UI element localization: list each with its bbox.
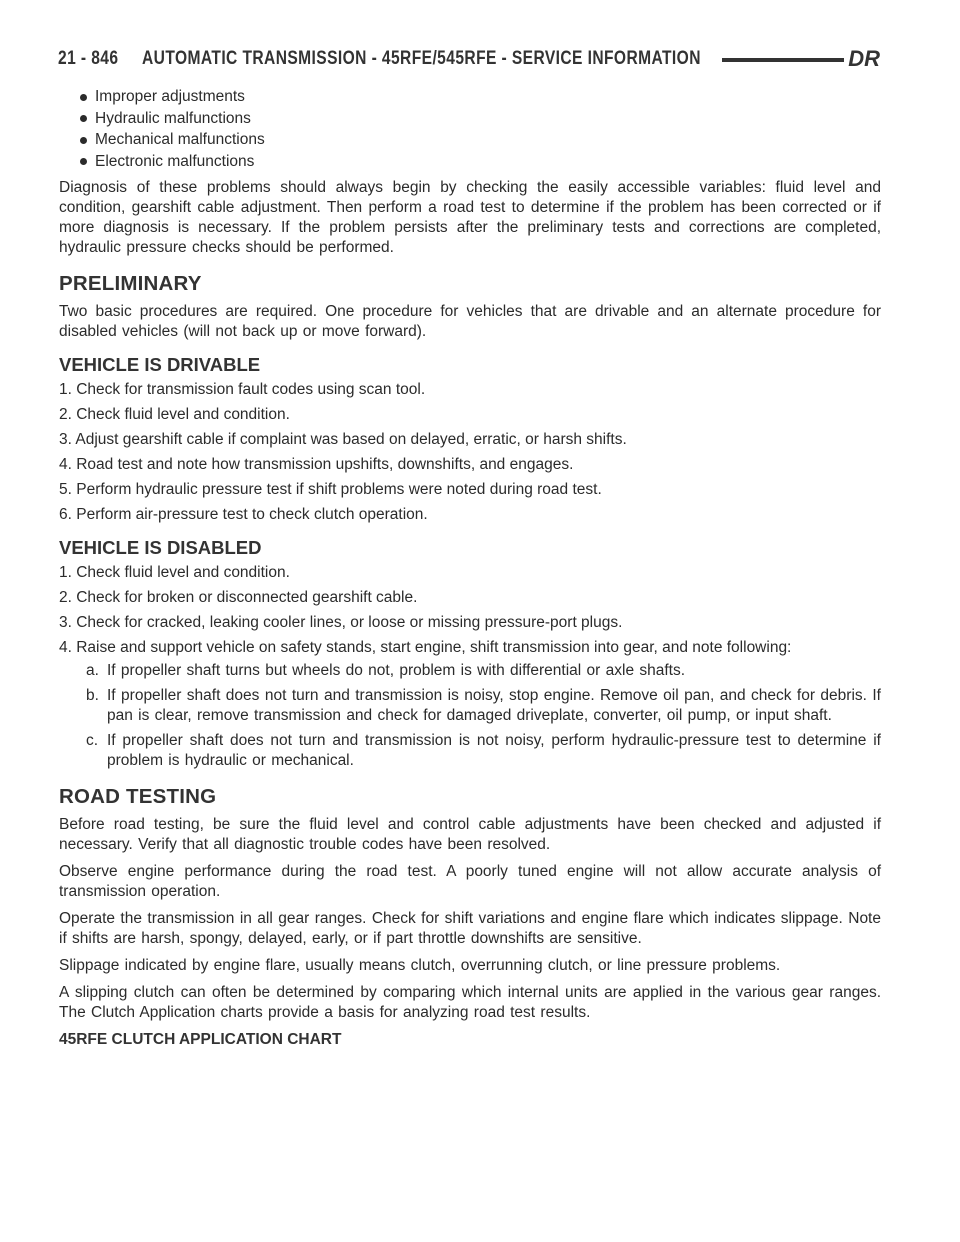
section-title: AUTOMATIC TRANSMISSION - 45RFE/545RFE - SERVICE INFORMATION: [142, 48, 701, 69]
list-item: 1. Check fluid level and condition.: [59, 564, 290, 581]
drivable-steps: [59, 380, 881, 525]
list-item: 6. Perform air-pressure test to check clutch operation.: [59, 506, 428, 523]
list-item: Mechanical malfunctions: [59, 129, 881, 151]
list-item: Improper adjustments: [59, 86, 881, 108]
preliminary-paragraph: Two basic procedures are required. One procedure for vehicles that are drivable and an alternate procedure for disabled vehicles (will not back up or move forward).: [59, 303, 881, 340]
clutch-chart-title: 45RFE CLUTCH APPLICATION CHART: [59, 1031, 342, 1048]
list-item: 2. Check fluid level and condition.: [59, 406, 290, 423]
substep-item: a. If propeller shaft turns but wheels do not, problem is with differential or axle shafts.: [86, 662, 686, 679]
header-rule: [722, 58, 844, 62]
list-item: 4. Road test and note how transmission upshifts, downshifts, and engages.: [59, 456, 574, 473]
list-item: 3. Check for cracked, leaking cooler lines, or loose or missing pressure-port plugs.: [59, 614, 623, 631]
road-testing-heading: ROAD TESTING: [59, 785, 217, 808]
model-code: DR: [848, 46, 880, 71]
road-testing-paragraph: A slipping clutch can often be determined by comparing which internal units are applied in the various gear ranges. The Clutch Application charts provide a basis for analyzing road test results.: [59, 984, 881, 1021]
list-item: 5. Perform hydraulic pressure test if shift problems were noted during road test.: [59, 481, 602, 498]
list-item: Hydraulic malfunctions: [59, 108, 881, 130]
road-testing-paragraph: Operate the transmission in all gear ranges. Check for shift variations and engine flare which indicates slippage. Note if shifts are harsh, spongy, delayed, early, or if part throttle downshifts are sensitive.: [59, 910, 881, 947]
list-item: Electronic malfunctions: [59, 151, 881, 173]
page-content: [59, 86, 881, 1049]
bullet-icon: [80, 115, 87, 122]
substep-item: b. If propeller shaft does not turn and transmission is noisy, stop engine. Remove oil pan, and check for debris. If pan is clear, remove transmission and check for damaged driveplate, converter, oil pump, or input shaft.: [86, 687, 881, 724]
intro-paragraph: Diagnosis of these problems should always begin by checking the easily accessible variables: fluid level and condition, gearshift cable adjustment. Then perform a road test to determine if the problem has been corrected or if more diagnosis is necessary. If the problem persists after the preliminary tests and corrections are completed, hydraulic pressure checks should be performed.: [59, 179, 881, 256]
bullet-icon: [80, 158, 87, 165]
drivable-heading: VEHICLE IS DRIVABLE: [59, 354, 261, 375]
malfunction-list: [59, 86, 881, 172]
list-item: 2. Check for broken or disconnected gearshift cable.: [59, 589, 418, 606]
road-testing-paragraph: Slippage indicated by engine flare, usually means clutch, overrunning clutch, or line pressure problems.: [59, 957, 781, 974]
bullet-icon: [80, 137, 87, 144]
list-item: 4. Raise and support vehicle on safety stands, start engine, shift transmission into gear, and note following: a. If propeller shaft turns but wheels do not, problem is with differential or axle shafts. b. If propeller shaft does not turn and transmission is noisy, stop engine. Remove oil pan, and check for debris. If pan is clear, remove transmission and check for damaged driveplate, converter, oil pump, or input shaft. c. If propeller shaft does not turn and transmission is not noisy, perform hydraulic-pressure test to determine if problem is hydraulic or mechanical.: [59, 639, 881, 769]
substep-list: [59, 661, 881, 771]
page-header: [58, 44, 880, 74]
list-item: 3. Adjust gearshift cable if complaint was based on delayed, erratic, or harsh shifts.: [59, 431, 627, 448]
substep-item: c. If propeller shaft does not turn and transmission is not noisy, perform hydraulic-pressure test to determine if problem is hydraulic or mechanical.: [86, 732, 881, 769]
bullet-icon: [80, 94, 87, 101]
road-testing-paragraph: Observe engine performance during the road test. A poorly tuned engine will not allow accurate analysis of transmission operation.: [59, 863, 881, 900]
list-item: 1. Check for transmission fault codes using scan tool.: [59, 381, 426, 398]
road-testing-paragraph: Before road testing, be sure the fluid level and control cable adjustments have been checked and adjusted if necessary. Verify that all diagnostic trouble codes have been resolved.: [59, 816, 881, 853]
page-number: 21 - 846: [58, 48, 119, 69]
disabled-steps: [59, 563, 881, 771]
disabled-heading: VEHICLE IS DISABLED: [59, 537, 262, 558]
preliminary-heading: PRELIMINARY: [59, 272, 202, 295]
